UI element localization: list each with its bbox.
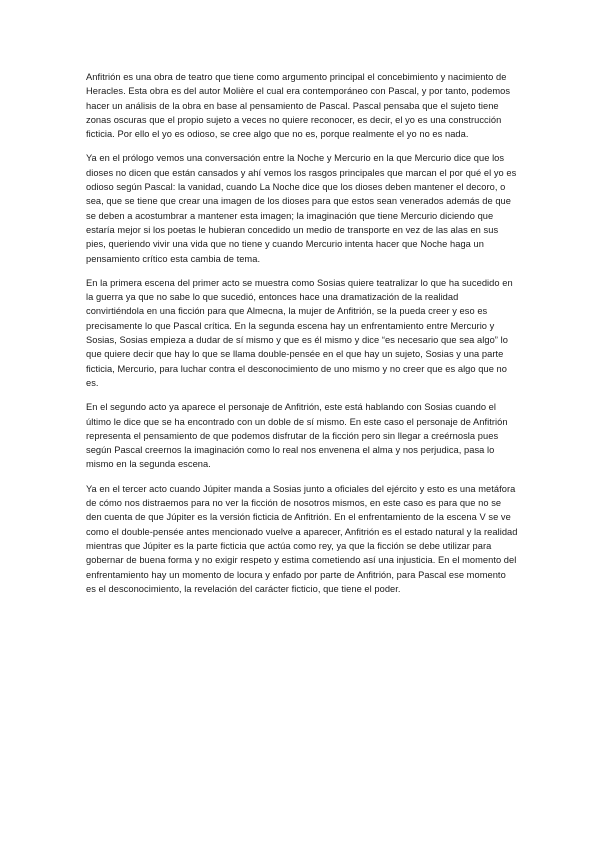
paragraph-3: En la primera escena del primer acto se muestra como Sosias quiere teatralizar lo que ha sucedido en la guerra ya que no sabe lo que sucedió, entonces hace una dramatización de la realidad convirtiéndola en una ficción para que Almecna, la mujer de Anfitrión, se la pueda creer y eso es precisamente lo que Pascal crítica. En la segunda escena hay un enfrentamiento entre Mercurio y Sosias, Sosias empieza a dudar de sí mismo y que es él mismo y dice “es necesario que sea algo” lo que quiere decir que hay lo que se llama double-pensée en el que hay un sujeto, Sosias y una parte ficticia, Mercurio, para luchar contra el desconocimiento de uno mismo y no creer que es algo que no es. [86,277,513,388]
paragraph-5: Ya en el tercer acto cuando Júpiter manda a Sosias junto a oficiales del ejército y esto es una metáfora de cómo nos distraemos para no ver la ficción de nosotros mismos, en este caso es para que no se den cuenta de que Júpiter es la versión ficticia de Anfitrión. En el enfrentamiento de la escena V se ve como el double-pensée antes mencionado vuelve a aparecer, Anfitrión es el estado natural y la realidad mientras que Júpiter es la parte ficticia que actúa como rey, ya que la ficción se debe utilizar para gobernar de buena forma y no exigir respeto y estima cometiendo así una injusticia. En el momento del enfrentamiento hay un momento de locura y enfado por parte de Anfitrión, para Pascal ese momento es el desconocimiento, la revelación del carácter ficticio, que tiene el poder. [86,483,518,594]
paragraph-1: Anfitrión es una obra de teatro que tiene como argumento principal el concebimiento y nacimiento de Heracles. Esta obra es del autor Molière el cual era contemporáneo con Pascal, y por tanto, podemos hacer un análisis de la obra en base al pensamiento de Pascal. Pascal pensaba que el sujeto tiene zonas oscuras que el propio sujeto a veces no quiere reconocer, es decir, el yo es una construcción ficticia. Por ello el yo es odioso, se cree algo que no es, porque realmente el yo no es nada. [86,72,511,140]
paragraph-2: Ya en el prólogo vemos una conversación entre la Noche y Mercurio en la que Mercurio dice que los dioses no dicen que están cansados y ahí vemos los rasgos principales que marcan el por qué el yo es odioso según Pascal: la vanidad, cuando La Noche dice que los dioses deben mantener el decoro, o sea, que se tiene que crear una imagen de los dioses para que estos sean venerados además de que se deben a acostumbrar a mantener esta imagen; la imaginación que tiene Mercurio diciendo que estaría mejor si los poetas le hubieran concedido un medio de transporte en vez de las alas en sus pies, queriendo vivir una vida que no tiene y cuando Mercurio intenta hacer que Noche haga un pensamiento crítico esta cambia de tema. [86,153,517,264]
document-body [86,70,518,606]
paragraph-4: En el segundo acto ya aparece el personaje de Anfitrión, este está hablando con Sosias cuando el último le dice que se ha encontrado con un doble de sí mismo. En este caso el personaje de Anfitrión representa el pensamiento de que podemos disfrutar de la ficción pero sin llegar a creérnosla pues según Pascal creernos la imaginación como lo real nos envenena el alma y nos perjudica, pasa lo mismo en la segunda escena. [86,402,508,470]
